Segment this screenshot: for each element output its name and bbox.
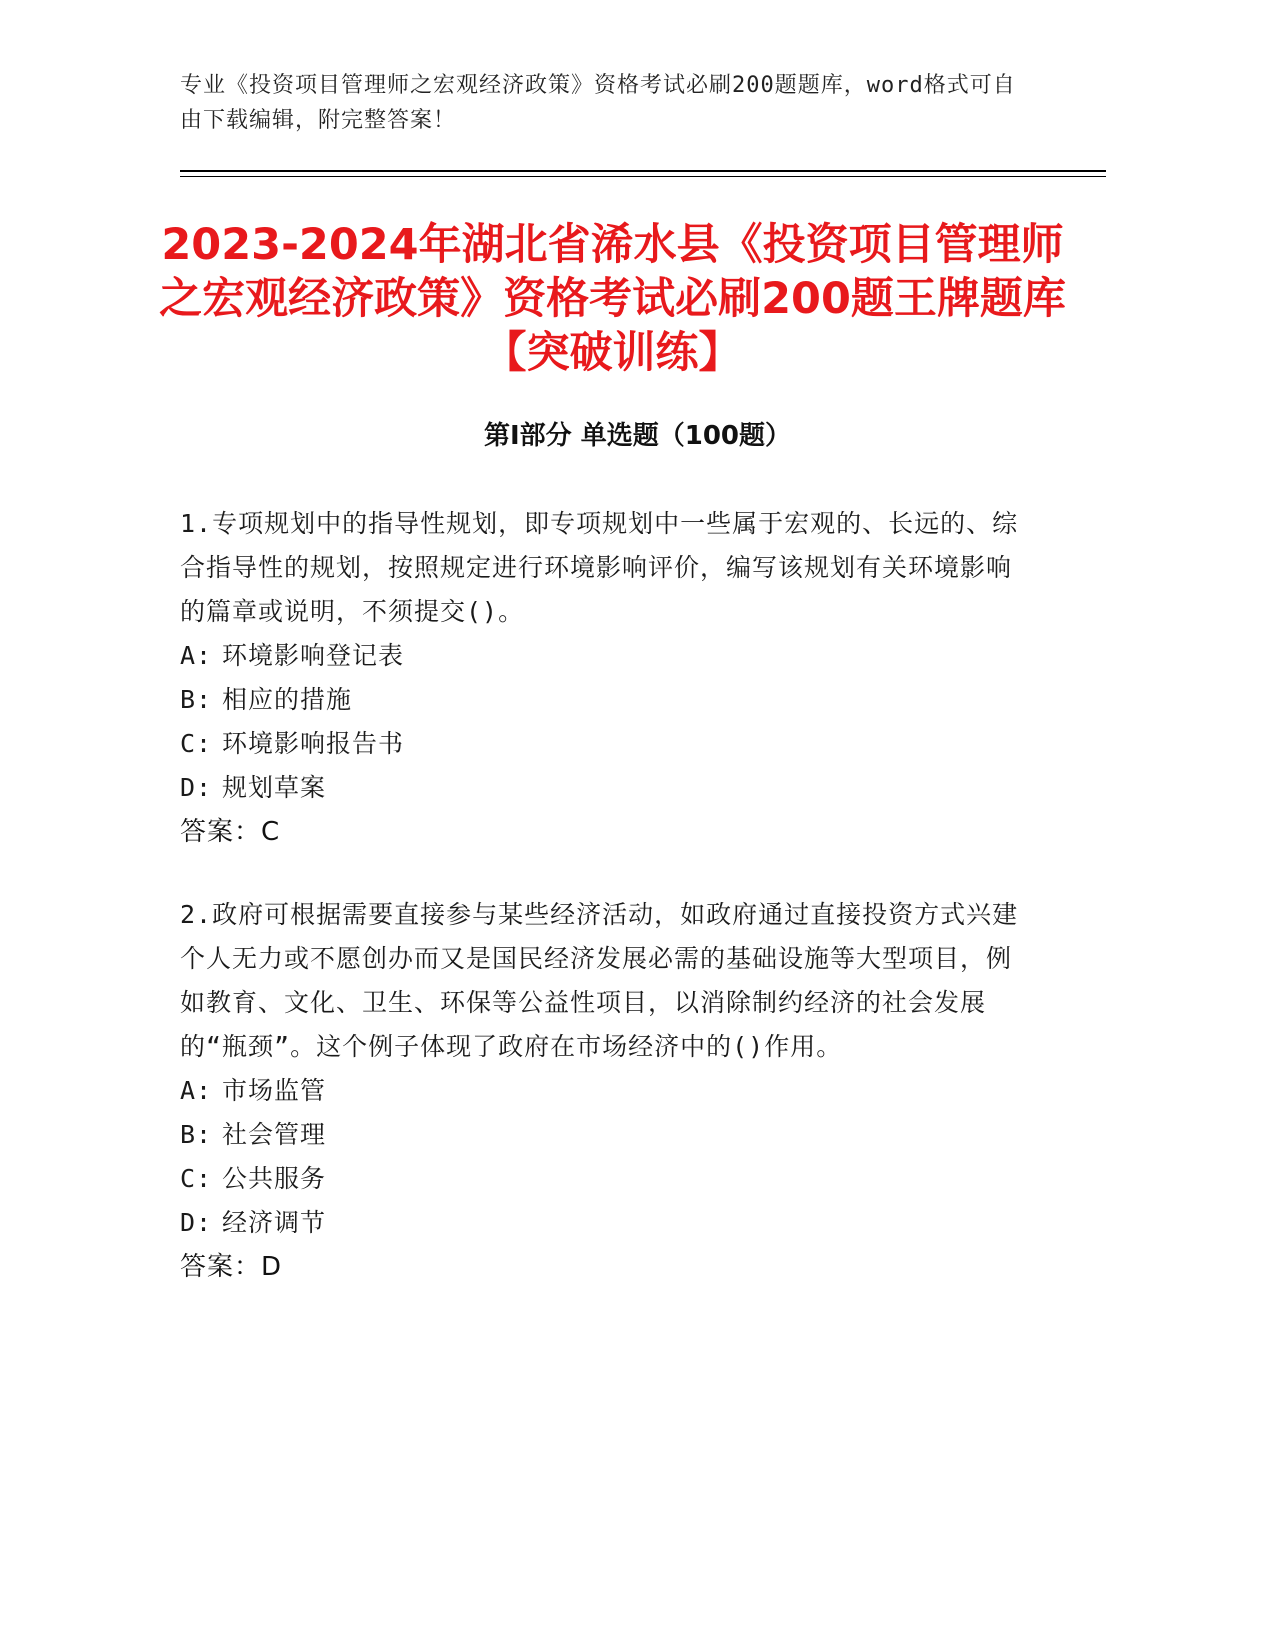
option-c <box>180 1157 1020 1201</box>
option-key: D: <box>180 1208 213 1237</box>
option-text: 社会管理 <box>222 1120 327 1149</box>
option-key: A: <box>180 641 213 670</box>
option-key: B: <box>180 1120 213 1149</box>
question-1 <box>180 502 1020 854</box>
answer-line: 答案：D <box>180 1252 283 1282</box>
option-b <box>180 678 1020 722</box>
option-key: D: <box>180 773 213 802</box>
option-list <box>180 1069 1020 1245</box>
option-list <box>180 634 1020 810</box>
option-c <box>180 722 1020 766</box>
document-title: 2023-2024年湖北省浠水县《投资项目管理师之宏观经济政策》资格考试必刷200题王牌题库【突破训练】 <box>159 220 1066 378</box>
option-text: 市场监管 <box>222 1076 327 1105</box>
option-key: B: <box>180 685 213 714</box>
header-note: 专业《投资项目管理师之宏观经济政策》资格考试必刷200题题库，word格式可自由下载编辑，附完整答案！ <box>180 73 1016 133</box>
option-key: C: <box>180 729 213 758</box>
option-a <box>180 1069 1020 1113</box>
option-key: C: <box>180 1164 213 1193</box>
option-text: 经济调节 <box>222 1208 327 1237</box>
option-text: 规划草案 <box>222 773 327 802</box>
option-key: A: <box>180 1076 213 1105</box>
question-2 <box>180 893 1020 1289</box>
option-d <box>180 1201 1020 1245</box>
option-text: 环境影响报告书 <box>222 729 405 758</box>
header-divider-thin <box>180 176 1106 177</box>
header-divider-thick <box>180 170 1106 172</box>
option-b <box>180 1113 1020 1157</box>
question-stem: 1.专项规划中的指导性规划，即专项规划中一些属于宏观的、长远的、综合指导性的规划，按照规定进行环境影响评价，编写该规划有关环境影响的篇章或说明，不须提交()。 <box>180 509 1019 626</box>
answer-line: 答案：C <box>180 817 281 847</box>
option-text: 相应的措施 <box>222 685 353 714</box>
option-d <box>180 766 1020 810</box>
option-text: 公共服务 <box>222 1164 327 1193</box>
option-text: 环境影响登记表 <box>222 641 405 670</box>
option-a <box>180 634 1020 678</box>
section-title: 第I部分 单选题（100题） <box>484 421 791 451</box>
question-stem: 2.政府可根据需要直接参与某些经济活动，如政府通过直接投资方式兴建个人无力或不愿创办而又是国民经济发展必需的基础设施等大型项目，例如教育、文化、卫生、环保等公益性项目，以消除制约经济的社会发展的“瓶颈”。这个例子体现了政府在市场经济中的()作用。 <box>180 900 1019 1061</box>
